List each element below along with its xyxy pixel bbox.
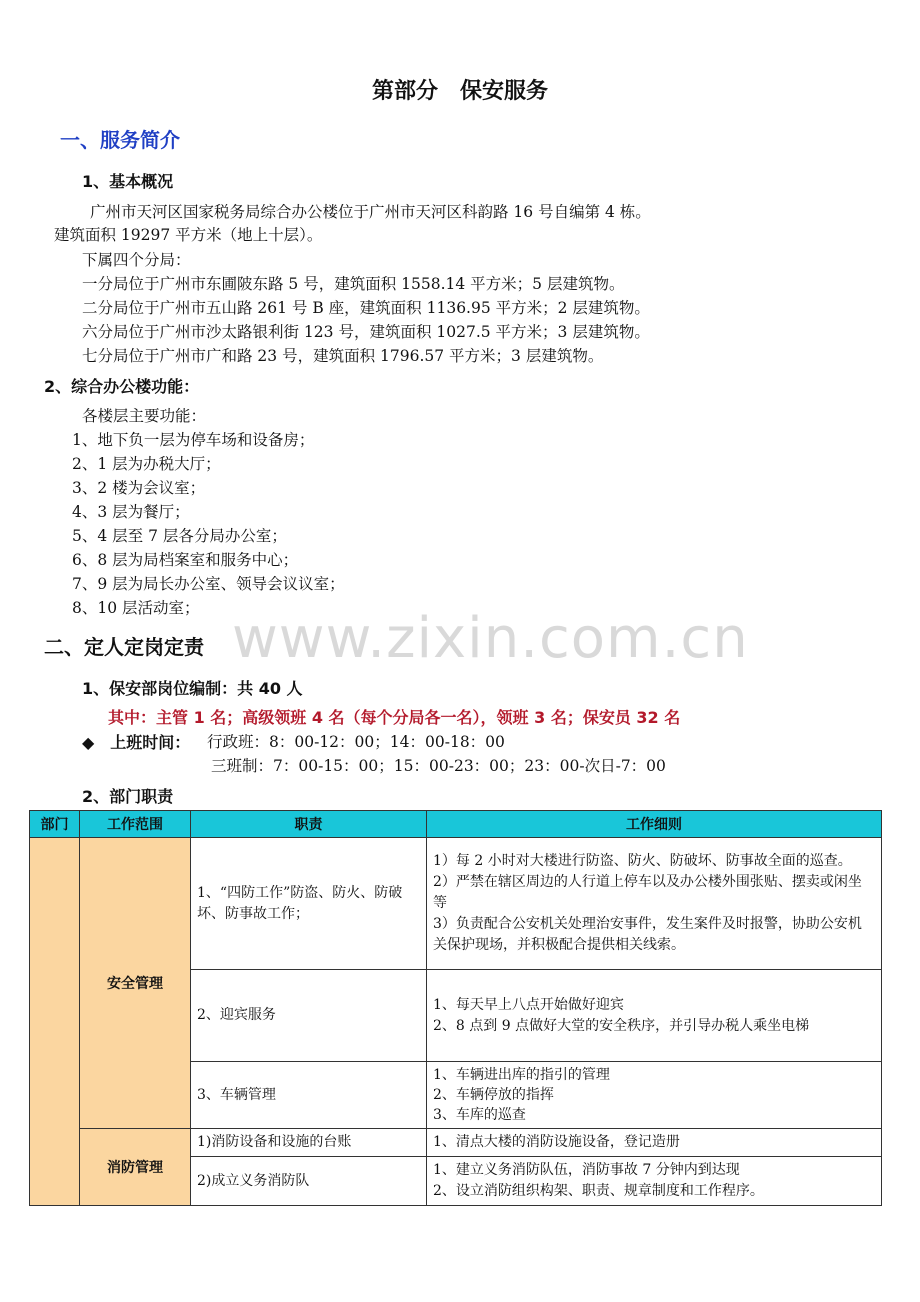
detail-line: 1、清点大楼的消防设施设备，登记造册	[433, 1134, 680, 1150]
detail-cell	[427, 838, 882, 970]
branch-line: 一分局位于广州市东圃陂东路 5 号，建筑面积 1558.14 平方米；5 层建筑物。	[82, 275, 625, 293]
duty-cell: 3、车辆管理	[191, 1062, 427, 1129]
detail-line: 3）负责配合公安机关处理治安事件，发生案件及时报警，协助公安机关保护现场，并积极配合提供相关线索。	[433, 916, 862, 953]
section1-sub2: 2、综合办公楼功能：	[44, 377, 200, 396]
floor-item: 6、8 层为局档案室和服务中心；	[72, 551, 299, 569]
branches-intro: 下属四个分局：	[82, 251, 191, 269]
section2-sub1: 1、保安部岗位编制：共 40 人	[82, 679, 303, 698]
floor-item: 1、地下负一层为停车场和设备房；	[72, 431, 315, 449]
detail-line: 1）每 2 小时对大楼进行防盗、防火、防破坏、防事故全面的巡查。	[433, 853, 852, 869]
section1-sub1: 1、基本概况	[82, 172, 174, 191]
department-cell	[30, 838, 80, 1206]
detail-cell	[427, 1157, 882, 1206]
header-duty: 职责	[191, 811, 427, 838]
floor-item: 7、9 层为局长办公室、领导会议议室；	[72, 575, 345, 593]
floor-item: 3、2 楼为会议室；	[72, 479, 206, 497]
section1-heading: 一、服务简介	[60, 128, 180, 152]
branch-line: 六分局位于广州市沙太路银利街 123 号，建筑面积 1027.5 平方米；3 层建筑物。	[82, 323, 650, 341]
detail-line: 2、车辆停放的指挥	[433, 1087, 554, 1103]
detail-line: 1、车辆进出库的指引的管理	[433, 1067, 610, 1083]
duty-table	[29, 810, 882, 1206]
shift-three: 三班制：7：00-15：00；15：00-23：00；23：00-次日-7：00	[211, 757, 666, 775]
floor-item: 2、1 层为办税大厅；	[72, 455, 221, 473]
detail-line: 2、8 点到 9 点做好大堂的安全秩序，并引导办税人乘坐电梯	[433, 1017, 810, 1034]
branch-line: 七分局位于广州市广和路 23 号，建筑面积 1796.57 平方米；3 层建筑物。	[82, 347, 604, 365]
detail-line: 1、建立义务消防队伍，消防事故 7 分钟内到达现	[433, 1162, 740, 1178]
staff-composition: 其中：主管 1 名；高级领班 4 名（每个分局各一名），领班 3 名；保安员 32 名	[108, 708, 681, 727]
detail-cell	[427, 970, 882, 1062]
page-title: 第部分 保安服务	[371, 79, 548, 104]
table-row	[30, 1129, 882, 1157]
overview-line1: 广州市天河区国家税务局综合办公楼位于广州市天河区科韵路 16 号自编第 4 栋。	[90, 203, 651, 221]
detail-line: 3、车库的巡查	[433, 1107, 526, 1123]
branch-line: 二分局位于广州市五山路 261 号 B 座，建筑面积 1136.95 平方米；2 层建筑物。	[82, 299, 650, 317]
floor-item: 4、3 层为餐厅；	[72, 503, 190, 521]
shift-admin: 行政班：8：00-12：00；14：00-18：00	[207, 733, 505, 751]
header-details: 工作细则	[427, 811, 882, 838]
scope-security: 安全管理	[80, 838, 191, 1129]
scope-fire: 消防管理	[80, 1129, 191, 1206]
detail-cell	[427, 1062, 882, 1129]
header-scope: 工作范围	[80, 811, 191, 838]
duty-cell: 1)消防设备和设施的台账	[191, 1129, 427, 1157]
table-row	[30, 838, 882, 970]
detail-line: 2）严禁在辖区周边的人行道上停车以及办公楼外围张贴、摆卖或闲坐等	[433, 874, 862, 911]
detail-line: 1、每天早上八点开始做好迎宾	[433, 996, 624, 1013]
watermark: www.zixin.com.cn	[232, 606, 749, 671]
shift-label: ◆ 上班时间：	[82, 733, 191, 752]
duty-cell: 2)成立义务消防队	[191, 1157, 427, 1206]
detail-line: 2、设立消防组织构架、职责、规章制度和工作程序。	[433, 1183, 764, 1199]
duty-cell: 1、“四防工作”防盗、防火、防破坏、防事故工作；	[191, 838, 427, 970]
floor-item: 5、4 层至 7 层各分局办公室；	[72, 527, 287, 545]
section2-heading: 二、定人定岗定责	[44, 635, 204, 659]
detail-cell	[427, 1129, 882, 1157]
duty-cell: 2、迎宾服务	[191, 970, 427, 1062]
floor-item: 8、10 层活动室；	[72, 599, 200, 617]
floors-intro: 各楼层主要功能：	[82, 407, 207, 425]
header-department: 部门	[30, 811, 80, 838]
table-header-row	[30, 811, 882, 838]
overview-line2: 建筑面积 19297 平方米（地上十层）。	[54, 226, 323, 244]
section2-sub2: 2、部门职责	[82, 787, 174, 806]
